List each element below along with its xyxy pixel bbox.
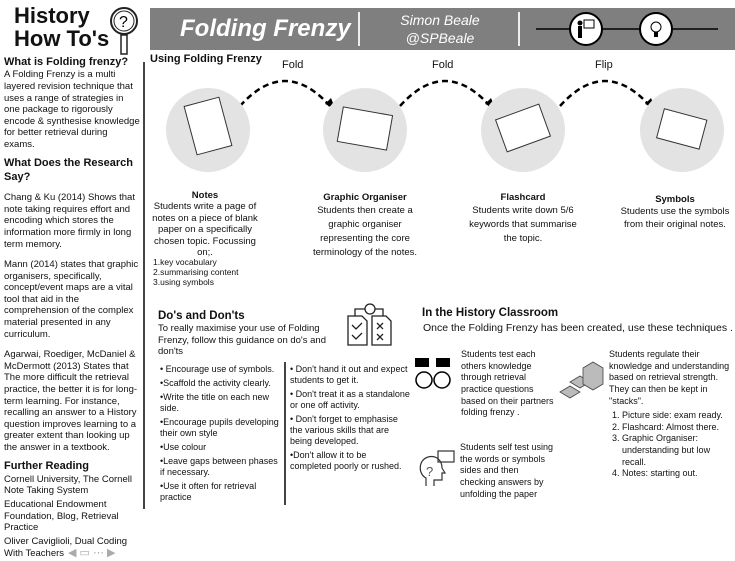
research-2: Mann (2014) states that graphic organisers, specifically, concept/event maps are a vital tool that aid in the comprehension of the complex material presented in any curriculum. bbox=[4, 259, 139, 340]
research-heading: What Does the Research Say? bbox=[4, 157, 133, 183]
dont-item: •Don't allow it to be completed poorly or rushed. bbox=[290, 449, 402, 471]
header-title: Folding Frenzy bbox=[180, 15, 351, 42]
classroom-heading: In the History Classroom bbox=[422, 307, 559, 319]
stack-item: 2. Flashcard: Almost there. bbox=[622, 422, 735, 434]
what-text: A Folding Frenzy is a multi layered revision technique that uses a range of strategies in one package to rigorously encode & synthesise knowledge for better retrieval during exams. bbox=[4, 69, 140, 150]
further-heading: Further Reading bbox=[4, 460, 89, 473]
do-item: •Use it often for retrieval practice bbox=[160, 480, 257, 502]
header-divider bbox=[358, 12, 360, 46]
stacks-list bbox=[596, 410, 735, 480]
step-graphic-organiser bbox=[305, 192, 425, 259]
step-title: Symbols bbox=[655, 194, 695, 205]
stacks-icon bbox=[558, 360, 608, 402]
step-list-item: 1.key vocabulary bbox=[153, 257, 217, 268]
arrow-label-2: Fold bbox=[432, 59, 454, 71]
donts-list bbox=[290, 364, 410, 475]
dos-heading: Do's and Don'ts bbox=[158, 310, 245, 322]
self-test-text: Students self test using the words or symbols sides and then checking answers by unfolding the paper bbox=[460, 442, 554, 499]
stack-item: 1. Picture side: exam ready. bbox=[622, 410, 735, 422]
further-2: Educational Endowment Foundation, Blog, Retrieval Practice bbox=[4, 498, 119, 534]
step-text: Students write a page of notes on a piece of blank paper on a specifically chosen topic. Focussing on;. bbox=[152, 201, 258, 258]
header-divider-2 bbox=[518, 12, 520, 46]
do-item: • Encourage use of symbols. bbox=[160, 364, 275, 374]
self-test-head-icon bbox=[416, 448, 456, 488]
what-heading: What is Folding frenzy? bbox=[4, 56, 129, 68]
dos-list bbox=[160, 364, 282, 506]
arrow-label-1: Fold bbox=[282, 59, 304, 71]
research-3: Agarwai, Roediger, McDaniel & McDermott (2013) States that The more difficult the retrieval practice, the better it is for long-term learning. For instance, recalling an answer to a History question improves learning to a greater extent than looking up the answer in a textbook. bbox=[4, 349, 138, 453]
do-item: •Leave gaps between phases if necessary. bbox=[160, 455, 278, 477]
arrow-label-3: Flip bbox=[595, 59, 613, 71]
stack-item: 4. Notes: starting out. bbox=[622, 468, 735, 480]
step-text: Students use the symbols from their original notes. bbox=[620, 206, 730, 230]
dont-item: • Don't forget to emphasise the various skills that are being developed. bbox=[290, 413, 398, 446]
step-flow-diagram bbox=[145, 66, 735, 176]
header-bar bbox=[150, 8, 735, 50]
do-item: •Write the title on each new side. bbox=[160, 391, 270, 413]
brand-line2: How To's bbox=[14, 26, 110, 52]
stacks-text: Students regulate their knowledge and understanding based on retrieval strength. They can then be kept in "stacks". bbox=[609, 349, 730, 406]
magnifier-question-icon bbox=[108, 6, 140, 56]
do-item: •Use colour bbox=[160, 441, 207, 452]
step-list-item: 2.summarising content bbox=[153, 267, 239, 278]
do-item: •Scaffold the activity clearly. bbox=[160, 377, 271, 388]
further-1: Cornell University, The Cornell Note Taking System bbox=[4, 473, 132, 497]
dont-item: • Don't hand it out and expect students to get it. bbox=[290, 364, 408, 385]
step-list-item: 3.using symbols bbox=[153, 276, 214, 287]
step-symbols bbox=[615, 194, 735, 231]
step-notes bbox=[145, 190, 265, 288]
step-text: Students then create a graphic organiser representing the core terminology of the notes. bbox=[312, 205, 418, 258]
using-heading: Using Folding Frenzy bbox=[150, 53, 262, 65]
do-item: •Encourage pupils developing their own style bbox=[160, 416, 279, 438]
fold-arrow-2 bbox=[400, 81, 490, 106]
author-handle: @SPBeale bbox=[405, 29, 475, 46]
dont-item: • Don't treat it as a standalone or one off activity. bbox=[290, 388, 410, 410]
dos-intro: To really maximise your use of Folding Frenzy, follow this guidance on do's and don'ts bbox=[158, 323, 326, 358]
teacher-lightbulb-icons bbox=[528, 10, 728, 48]
step-flashcard bbox=[463, 192, 583, 246]
brand-line1: History bbox=[14, 3, 90, 28]
step-title: Notes bbox=[191, 190, 219, 201]
peer-discussion-icon bbox=[414, 356, 454, 391]
fold-arrow-1 bbox=[240, 81, 330, 106]
further-3: Oliver Caviglioli, Dual Coding With Teachers bbox=[4, 535, 128, 560]
svg-text:?: ? bbox=[426, 464, 434, 479]
checklist-icon bbox=[345, 303, 395, 348]
svg-text:?: ? bbox=[119, 14, 128, 31]
step-title: Graphic Organiser bbox=[323, 192, 407, 203]
dos-divider bbox=[284, 362, 286, 505]
step-text: Students write down 5/6 keywords that summarise the topic. bbox=[469, 205, 577, 244]
classroom-intro: Once the Folding Frenzy has been created, use these techniques . bbox=[423, 322, 733, 334]
slide-nav-controls[interactable]: ◀ ▭ ⋯ ▶ bbox=[68, 547, 116, 560]
stack-item: 3. Graphic Organiser: understanding but low recall. bbox=[622, 433, 735, 468]
peer-test-text: Students test each others knowledge through retrieval practice questions based on their partners folding frenzy . bbox=[461, 349, 554, 418]
research-1: Chang & Ku (2014) Shows that note taking requires effort and encoding which stores the information more firmly in long term memory. bbox=[4, 192, 135, 250]
author-name: Simon Beale bbox=[400, 12, 480, 28]
step-title: Flashcard bbox=[500, 192, 546, 203]
flip-arrow bbox=[560, 81, 650, 106]
